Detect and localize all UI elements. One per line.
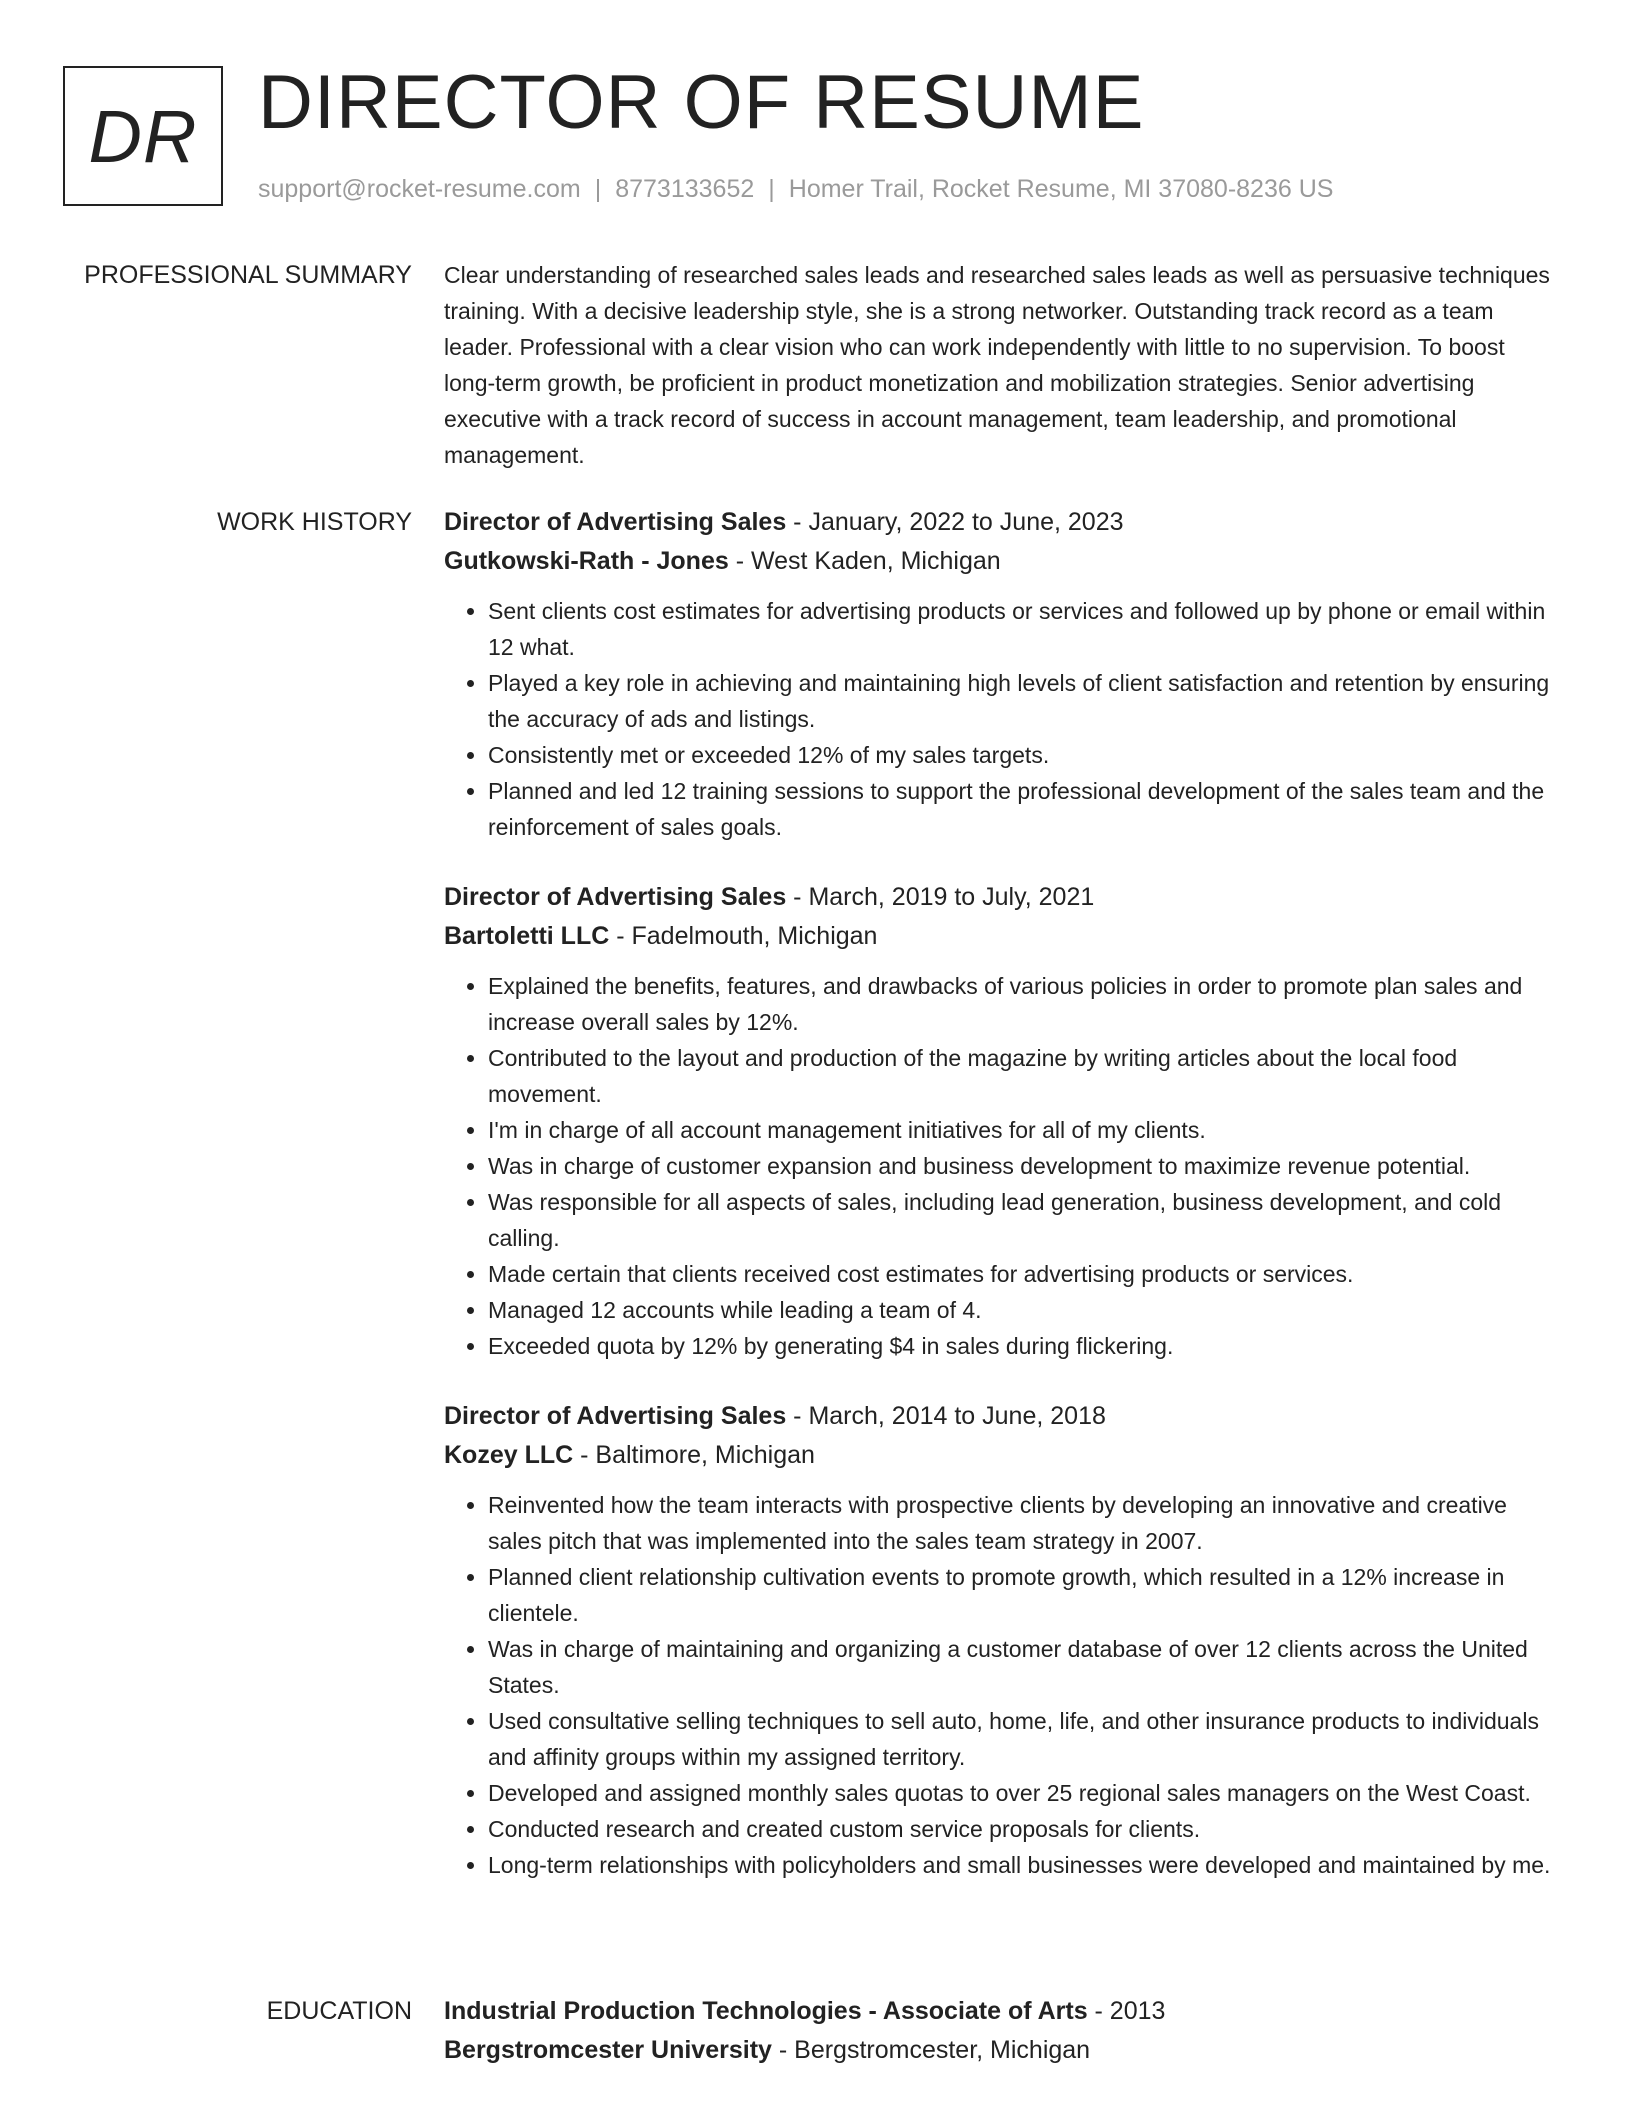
job-title-line [444, 503, 1559, 542]
job-bullet: • Managed 12 accounts while leading a team of 4. [488, 1292, 1559, 1328]
summary-text: Clear understanding of researched sales leads and researched sales leads as well as persuasive techniques training. With a decisive leadership style, she is a strong networker. Outstanding track record as a team leader. Professional with a clear vision who can work independently with little to no supervision. To boost long-term growth, be proficient in product monetization and mobilization strategies. Senior advertising executive with a track record of success in account management, team leadership, and promotional management. [444, 262, 1550, 468]
contact-line [258, 174, 1333, 204]
job-bullet: • Exceeded quota by 12% by generating $4 in sales during flickering. [488, 1328, 1559, 1364]
job-bullet: • Long-term relationships with policyholders and small businesses were developed and maintained by me. [488, 1847, 1559, 1883]
job-entry [444, 1397, 1559, 1883]
job-bullet: • Developed and assigned monthly sales quotas to over 25 regional sales managers on the West Coast. [488, 1775, 1559, 1811]
contact-email[interactable]: support@rocket-resume.com [258, 175, 581, 203]
job-bullet: • Played a key role in achieving and maintaining high levels of client satisfaction and retention by ensuring the accuracy of ads and listings. [488, 665, 1559, 737]
section-label-work-history: WORK HISTORY [217, 508, 412, 536]
job-bullets [444, 968, 1559, 1364]
summary-section [444, 257, 1559, 473]
candidate-name: DIRECTOR OF RESUME [258, 60, 1145, 145]
contact-separator: | [768, 175, 775, 203]
job-title-line [444, 878, 1559, 917]
job-title: Director of Advertising Sales [444, 1402, 787, 1430]
job-title: Director of Advertising Sales [444, 508, 787, 536]
job-location: - Baltimore, Michigan [573, 1441, 815, 1469]
job-company: Bartoletti LLC [444, 922, 610, 950]
job-bullet: • Explained the benefits, features, and drawbacks of various policies in order to promote plan sales and increase overall sales by 12%. [488, 968, 1559, 1040]
education-location: - Bergstromcester, Michigan [771, 2036, 1091, 2064]
contact-address: Homer Trail, Rocket Resume, MI 37080-8236 US [788, 175, 1334, 203]
contact-separator: | [594, 175, 602, 203]
monogram-badge: DR [63, 66, 223, 206]
job-company-line [444, 1436, 1559, 1475]
section-label-summary: PROFESSIONAL SUMMARY [84, 261, 412, 289]
job-title: Director of Advertising Sales [444, 883, 787, 911]
job-company: Gutkowski-Rath - Jones [444, 547, 729, 575]
section-label-education: EDUCATION [266, 1997, 412, 2025]
job-company-line [444, 917, 1559, 956]
education-year: - 2013 [1087, 1997, 1166, 2025]
job-bullet: • Was in charge of customer expansion and business development to maximize revenue potential. [488, 1148, 1559, 1184]
job-bullet: • Consistently met or exceeded 12% of my sales targets. [488, 737, 1559, 773]
job-company-line [444, 542, 1559, 581]
job-bullet: • Was responsible for all aspects of sales, including lead generation, business development, and cold calling. [488, 1184, 1559, 1256]
job-entry [444, 503, 1559, 845]
job-bullet: • I'm in charge of all account management initiatives for all of my clients. [488, 1112, 1559, 1148]
education-school-line [444, 2031, 1559, 2070]
education-degree: Industrial Production Technologies - Associate of Arts [444, 1997, 1088, 2025]
education-entry [444, 1992, 1559, 2070]
job-bullet: • Made certain that clients received cost estimates for advertising products or services. [488, 1256, 1559, 1292]
job-location: - West Kaden, Michigan [728, 547, 1001, 575]
education-school: Bergstromcester University [444, 2036, 772, 2064]
contact-phone[interactable]: 8773133652 [615, 175, 755, 203]
job-bullet: • Conducted research and created custom service proposals for clients. [488, 1811, 1559, 1847]
job-entry [444, 878, 1559, 1364]
education-degree-line [444, 1992, 1559, 2031]
job-bullet: • Sent clients cost estimates for advertising products or services and followed up by phone or email within 12 what. [488, 593, 1559, 665]
job-bullet: • Planned and led 12 training sessions to support the professional development of the sales team and the reinforcement of sales goals. [488, 773, 1559, 845]
job-location: - Fadelmouth, Michigan [609, 922, 878, 950]
job-bullets [444, 1487, 1559, 1883]
job-bullet: • Was in charge of maintaining and organizing a customer database of over 12 clients across the United States. [488, 1631, 1559, 1703]
job-bullets [444, 593, 1559, 845]
job-bullet: • Contributed to the layout and production of the magazine by writing articles about the local food movement. [488, 1040, 1559, 1112]
job-bullet: • Reinvented how the team interacts with prospective clients by developing an innovative and creative sales pitch that was implemented into the sales team strategy in 2007. [488, 1487, 1559, 1559]
job-bullet: • Used consultative selling techniques to sell auto, home, life, and other insurance products to individuals and affinity groups within my assigned territory. [488, 1703, 1559, 1775]
job-title-line [444, 1397, 1559, 1436]
job-dates: - March, 2014 to June, 2018 [786, 1402, 1106, 1430]
job-dates: - January, 2022 to June, 2023 [786, 508, 1124, 536]
job-company: Kozey LLC [444, 1441, 574, 1469]
job-dates: - March, 2019 to July, 2021 [786, 883, 1095, 911]
job-bullet: • Planned client relationship cultivation events to promote growth, which resulted in a 12% increase in clientele. [488, 1559, 1559, 1631]
